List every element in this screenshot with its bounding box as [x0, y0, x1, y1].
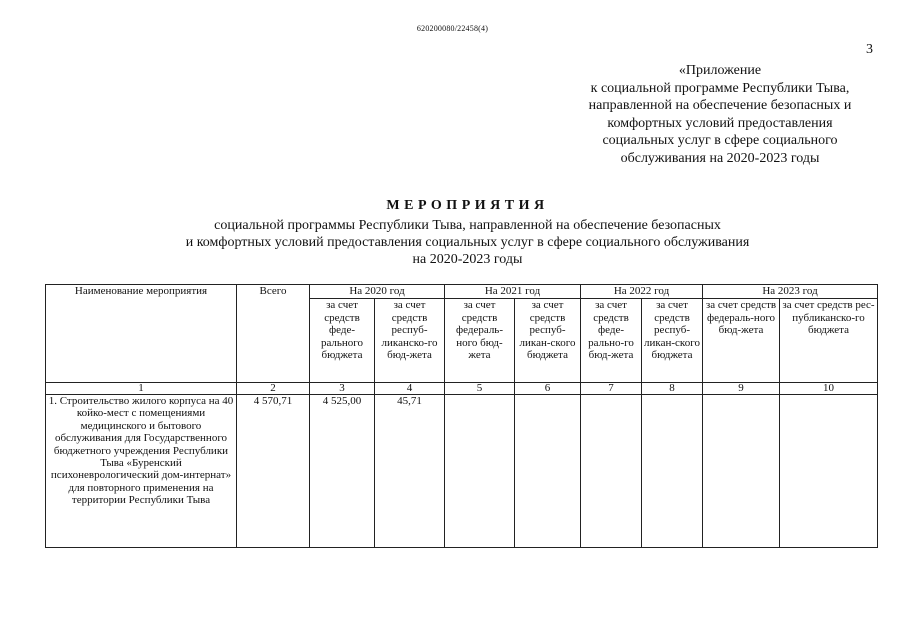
header-year-2020: На 2020 год	[310, 285, 445, 299]
measure-name: 1. Строительство жилого корпуса на 40 койко-мест с помещениями медицинского и бытового обслуживания для Государственного бюджетного учреждения Республики Тыва «Буренский психоневрологический дом-интернат» для повторного применения на территории Республики Тыва	[46, 395, 237, 548]
column-number: 10	[780, 383, 878, 395]
measure-fed-2020: 4 525,00	[310, 395, 375, 548]
column-number-row	[46, 383, 878, 395]
annex-line: обслуживания на 2020-2023 годы	[620, 150, 820, 166]
column-number: 7	[581, 383, 642, 395]
header-rep-2023: за счет средств рес-публиканско-го бюджета	[780, 299, 878, 383]
measure-rep-2020: 45,71	[375, 395, 445, 548]
annex-line: «Приложение	[678, 63, 762, 78]
header-year-2023: На 2023 год	[703, 285, 878, 299]
column-number: 9	[703, 383, 780, 395]
annex-line: комфортных условий предоставления	[607, 115, 833, 131]
measure-rep-2023	[780, 395, 878, 548]
header-rep-2022: за счет средств респуб-ликан-ского бюджета	[642, 299, 703, 383]
header-year-2021: На 2021 год	[445, 285, 581, 299]
subtitle-line: социальной программы Республики Тыва, направленной на обеспечение безопасных	[214, 218, 721, 233]
document-title: МЕРОПРИЯТИЯ	[386, 198, 549, 213]
measure-fed-2022	[581, 395, 642, 548]
column-number: 2	[237, 383, 310, 395]
column-number: 4	[375, 383, 445, 395]
column-number: 6	[515, 383, 581, 395]
header-total: Всего	[237, 285, 310, 383]
page-number: 3	[866, 42, 873, 57]
column-number: 3	[310, 383, 375, 395]
measure-total: 4 570,71	[237, 395, 310, 548]
header-year-2022: На 2022 год	[581, 285, 703, 299]
header-fed-2021: за счет средств федераль-ного бюд-жета	[445, 299, 515, 383]
measures-table	[45, 284, 878, 548]
annex-line: к социальной программе Республики Тыва,	[590, 80, 850, 96]
measure-fed-2023	[703, 395, 780, 548]
header-name: Наименование мероприятия	[46, 285, 237, 383]
annex-line: направленной на обеспечение безопасных и	[588, 98, 852, 113]
document-code: 620200080/22458(4)	[416, 24, 489, 33]
column-number: 1	[46, 383, 237, 395]
subtitle-line: и комфортных условий предоставления социальных услуг в сфере социального обслуживания	[185, 235, 750, 250]
header-fed-2023: за счет средств федераль-ного бюд-жета	[703, 299, 780, 383]
header-fed-2020: за счет средств феде-рального бюджета	[310, 299, 375, 383]
subtitle-line: на 2020-2023 годы	[412, 252, 523, 267]
header-rep-2020: за счет средств респуб-ликанско-го бюд-жета	[375, 299, 445, 383]
document-subtitle	[0, 217, 905, 268]
measure-fed-2021	[445, 395, 515, 548]
annex-line: социальных услуг в сфере социального	[602, 133, 838, 148]
header-fed-2022: за счет средств феде-рально-го бюд-жета	[581, 299, 642, 383]
header-rep-2021: за счет средств респуб-ликан-ского бюджета	[515, 299, 581, 383]
column-number: 5	[445, 383, 515, 395]
measure-rep-2022	[642, 395, 703, 548]
column-number: 8	[642, 383, 703, 395]
annex-block	[540, 62, 900, 167]
measure-rep-2021	[515, 395, 581, 548]
header-row-years	[46, 285, 878, 299]
table-row	[46, 395, 878, 548]
